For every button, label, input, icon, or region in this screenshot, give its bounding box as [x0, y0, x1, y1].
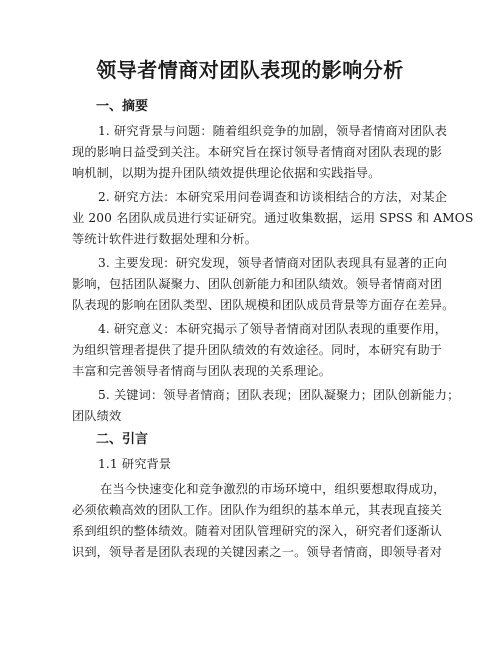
- text-line: 1. 研究背景与问题：随着组织竞争的加剧，领导者情商对团队表: [98, 124, 448, 138]
- subsection-heading: 1.1 研究背景: [98, 457, 172, 471]
- section-heading-introduction: 二、引言: [96, 432, 149, 447]
- section-heading-abstract: 一、摘要: [96, 99, 149, 114]
- text-line: 3. 主要发现：研究发现，领导者情商对团队表现具有显著的正向: [98, 256, 448, 270]
- text-line: 在当今快速变化和竞争激烈的市场环境中，组织要想取得成功，: [100, 482, 446, 496]
- document-title: 领导者情商对团队表现的影响分析: [96, 58, 404, 82]
- text-line: 2. 研究方法：本研究采用问卷调查和访谈相结合的方法，对某企: [98, 190, 448, 204]
- text-line: 5. 关键词：领导者情商；团队表现；团队凝聚力；团队创新能力；: [98, 388, 460, 402]
- text-line: 识到，领导者是团队表现的关键因素之一。领导者情商，即领导者对: [72, 545, 443, 559]
- text-line: 响机制，以期为提升团队绩效提供理论依据和实践指导。: [72, 166, 381, 180]
- text-line: 业 200 名团队成员进行实证研究。通过收集数据，运用 SPSS 和 AMOS: [72, 211, 474, 225]
- text-line: 为组织管理者提供了提升团队绩效的有效途径。同时，本研究有助于: [72, 343, 443, 357]
- text-line: 系到组织的整体绩效。随着对团队管理研究的深入，研究者们逐渐认: [72, 524, 443, 538]
- text-line: 丰富和完善领导者情商与团队表现的关系理论。: [72, 364, 332, 378]
- text-line: 影响，包括团队凝聚力、团队创新能力和团队绩效。领导者情商对团: [72, 277, 443, 291]
- text-line: 4. 研究意义：本研究揭示了领导者情商对团队表现的重要作用，: [98, 322, 448, 336]
- text-line: 等统计软件进行数据处理和分析。: [72, 232, 258, 246]
- text-line: 团队绩效: [72, 409, 122, 423]
- text-line: 队表现的影响在团队类型、团队规模和团队成员背景等方面存在差异。: [72, 298, 455, 312]
- text-line: 必须依赖高效的团队工作。团队作为组织的基本单元，其表现直接关: [72, 503, 443, 517]
- text-line: 现的影响日益受到关注。本研究旨在探讨领导者情商对团队表现的影: [72, 145, 443, 159]
